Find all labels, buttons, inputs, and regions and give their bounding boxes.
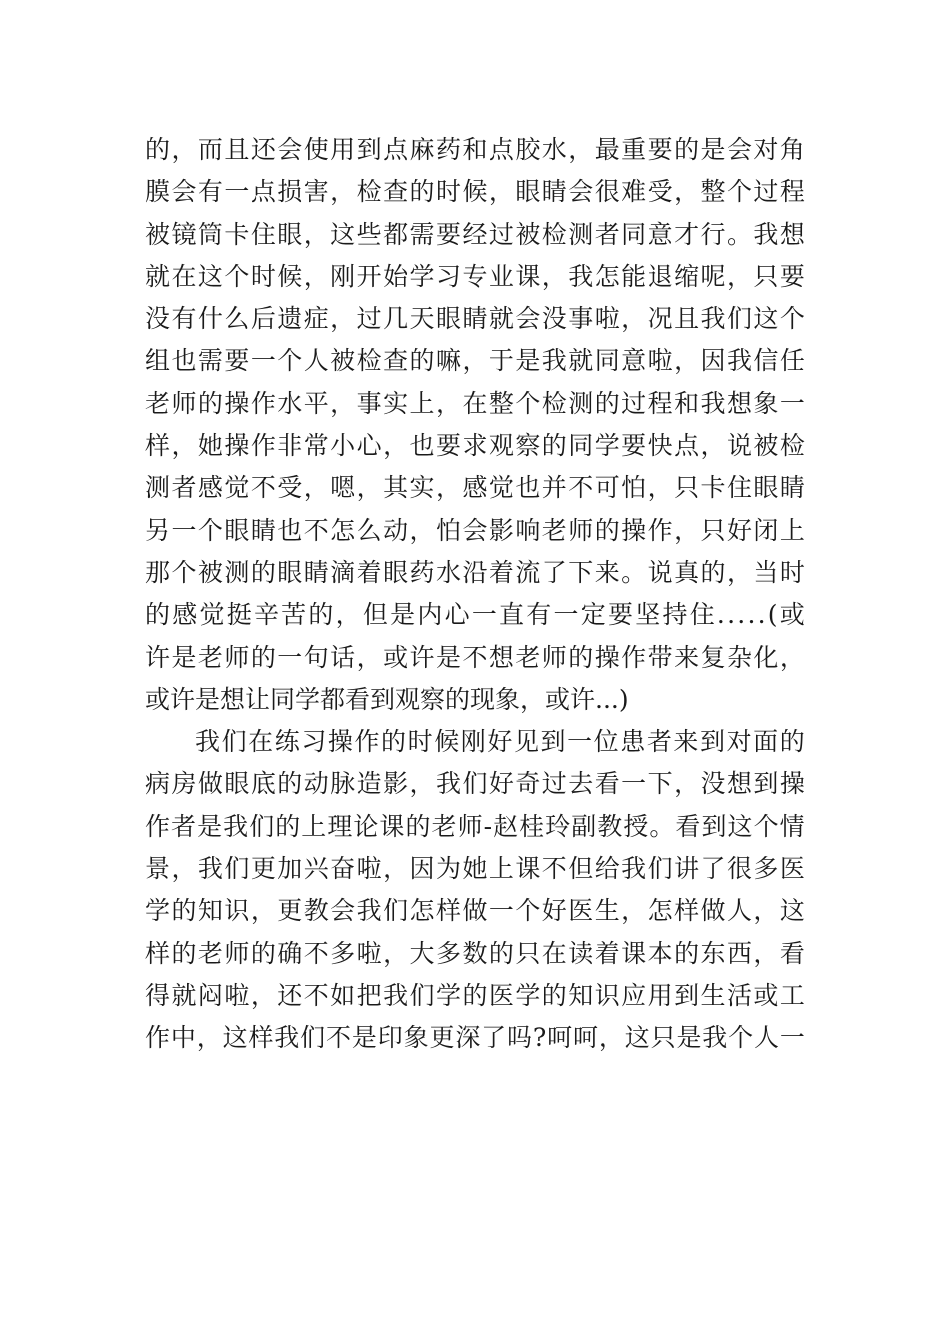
text-line: 的 感 觉 挺 辛 苦 的 ， 但 是 内 心 一 直 有 一 定 要 坚 持 住 . . . . . ( 或 [145,600,805,630]
text-line: 那 个 被 测 的 眼 睛 滴 着 眼 药 水 沿 着 流 了 下 来 。 说 真 的 ， 当 时 [145,557,805,587]
text-line: 另 一 个 眼 睛 也 不 怎 么 动 ， 怕 会 影 响 老 师 的 操 作 ， 只 好 闭 上 [145,515,805,545]
text-line: 膜 会 有 一 点 损 害 ， 检 查 的 时 候 ， 眼 睛 会 很 难 受 ， 整 个 过 程 [145,177,805,207]
text-line: 我 们 在 练 习 操 作 的 时 候 刚 好 见 到 一 位 患 者 来 到 对 面 的 [195,727,805,757]
text-line: 或许是想让同学都看到观察的现象，或许...) [145,684,629,714]
text-line: 组 也 需 要 一 个 人 被 检 查 的 嘛 ， 于 是 我 就 同 意 啦 ， 因 我 信 任 [145,346,805,376]
paragraph-2 [145,721,805,1059]
text-line: 老 师 的 操 作 水 平 ， 事 实 上 ， 在 整 个 检 测 的 过 程 和 我 想 象 一 [145,388,805,418]
text-line: 作 中 ， 这 样 我 们 不 是 印 象 更 深 了 吗 ? 呵 呵 ， 这 只 是 我 个 人 一 [145,1023,805,1053]
text-line: 就 在 这 个 时 候 ， 刚 开 始 学 习 专 业 课 ， 我 怎 能 退 缩 呢 ， 只 要 [145,261,805,291]
text-line: 景 ， 我 们 更 加 兴 奋 啦 ， 因 为 她 上 课 不 但 给 我 们 讲 了 很 多 医 [145,854,805,884]
document-body [145,129,805,1060]
text-line: 作 者 是 我 们 的 上 理 论 课 的 老 师 - 赵 桂 玲 副 教 授 。 看 到 这 个 情 [145,811,805,841]
text-line: 测 者 感 觉 不 受 ， 嗯 ， 其 实 ， 感 觉 也 并 不 可 怕 ， 只 卡 住 眼 睛 [145,473,805,503]
text-line: 许 是 老 师 的 一 句 话 ， 或 许 是 不 想 老 师 的 操 作 带 来 复 杂 化 ， [145,642,805,672]
text-line: 病 房 做 眼 底 的 动 脉 造 影 ， 我 们 好 奇 过 去 看 一 下 ， 没 想 到 操 [145,769,805,799]
text-line: 得 就 闷 啦 ， 还 不 如 把 我 们 学 的 医 学 的 知 识 应 用 到 生 活 或 工 [145,980,805,1010]
text-line: 样 的 老 师 的 确 不 多 啦 ， 大 多 数 的 只 在 读 着 课 本 的 东 西 ， 看 [145,938,805,968]
text-line: 样 ， 她 操 作 非 常 小 心 ， 也 要 求 观 察 的 同 学 要 快 点 ， 说 被 检 [145,431,805,461]
text-line: 没 有 什 么 后 遗 症 ， 过 几 天 眼 睛 就 会 没 事 啦 ， 况 且 我 们 这 个 [145,304,805,334]
text-line: 学 的 知 识 ， 更 教 会 我 们 怎 样 做 一 个 好 医 生 ， 怎 样 做 人 ， 这 [145,896,805,926]
text-line: 的 ， 而 且 还 会 使 用 到 点 麻 药 和 点 胶 水 ， 最 重 要 的 是 会 对 角 [145,135,805,164]
paragraph-1 [145,129,805,721]
text-line: 被 镜 筒 卡 住 眼 ， 这 些 都 需 要 经 过 被 检 测 者 同 意 才 行 。 我 想 [145,219,805,249]
